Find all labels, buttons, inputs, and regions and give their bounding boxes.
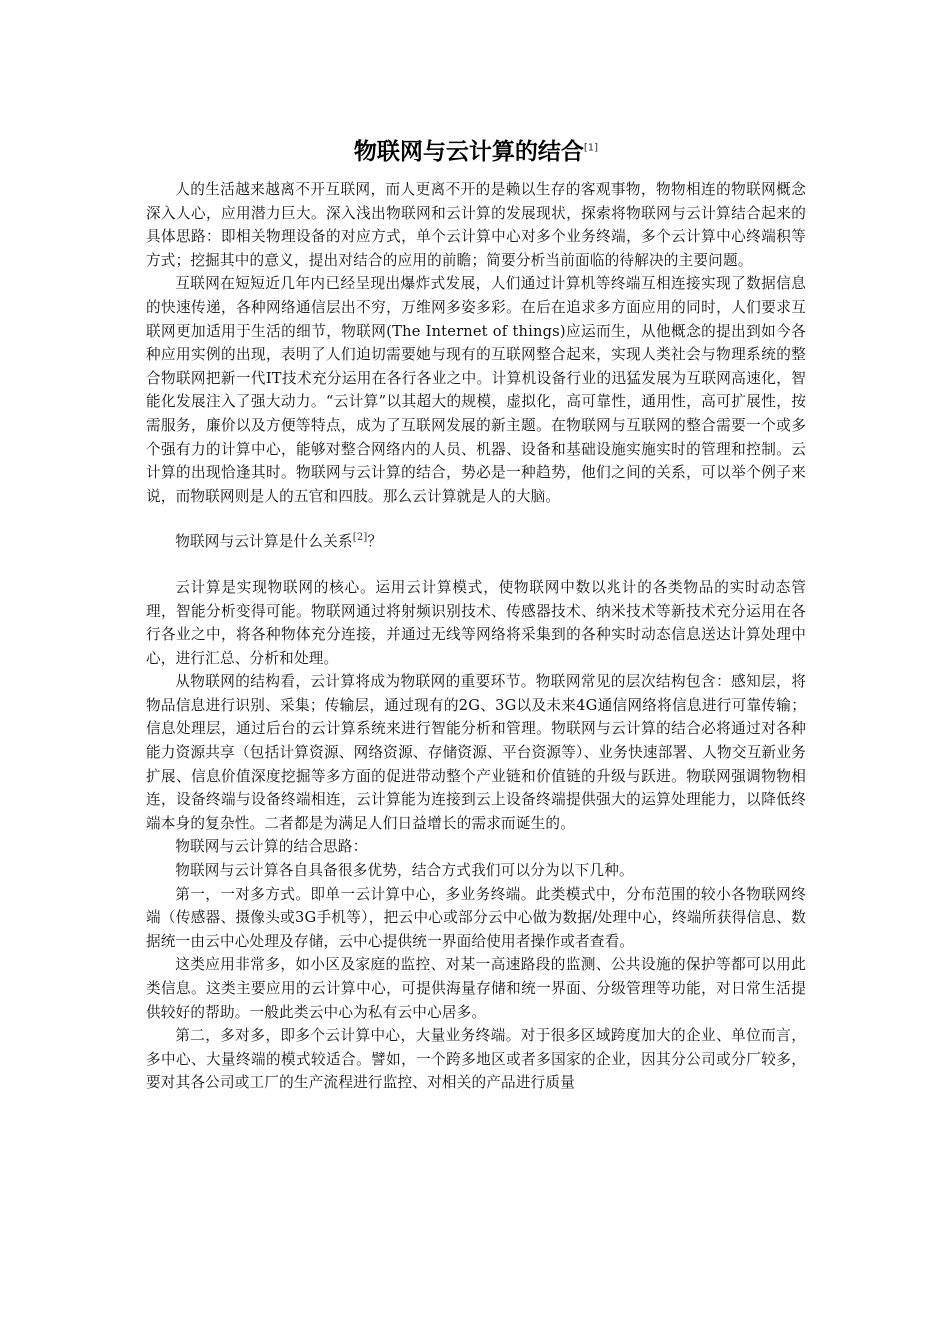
abstract-paragraph: 人的生活越来越离不开互联网，而人更离不开的是赖以生存的客观事物，物物相连的物联网概念深入人心，应用潜力巨大。深入浅出物联网和云计算的发展现状，探索将物联网与云计算结合起来的具体思路：即相关物理设备的对应方式，单个云计算中心对多个业务终端，多个云计算中心终端积等方式；挖掘其中的意义，提出对结合的应用的前瞻；简要分析当前面临的待解决的主要问题。 (146, 181, 806, 269)
body-paragraph: 从物联网的结构看，云计算将成为物联网的重要环节。物联网常见的层次结构包含：感知层，将物品信息进行识别、采集；传输层，通过现有的2G、3G以及未来4G通信网络将信息进行可靠传输；信息处理层，通过后台的云计算系统来进行智能分析和管理。物联网与云计算的结合必将通过对各种能力资源共享（包括计算资源、网络资源、存储资源、平台资源等）、业务快速部署、人物交互新业务扩展、信息价值深度挖掘等多方面的促进带动整个产业链和价值链的升级与跃进。物联网强调物物相连，设备终端与设备终端相连，云计算能为连接到云上设备终端提供强大的运算处理能力，以降低终端本身的复杂性。二者都是为满足人们日益增长的需求而诞生的。 (146, 673, 806, 832)
body-paragraph: 第一，一对多方式。即单一云计算中心，多业务终端。此类模式中，分布范围的较小各物联网终端（传感器、摄像头或3G手机等），把云中心或部分云中心做为数据/处理中心，终端所获得信息、数据统一由云中心处理及存储，云中心提供统一界面给使用者操作或者查看。 (146, 885, 806, 950)
intro-paragraph: 互联网在短短近几年内已经呈现出爆炸式发展，人们通过计算机等终端互相连接实现了数据信息的快速传递，各种网络通信层出不穷，万维网多姿多彩。在后在追求多方面应用的同时，人们要求互联网更加适用于生活的细节，物联网(The Internet of things)应运而生，从他概念的提出到如今各种应用实例的出现，表明了人们迫切需要她与现有的互联网整合起来，实现人类社会与物理系统的整合物联网把新一代IT技术充分运用在各行各业之中。计算机设备行业的迅猛发展为互联网高速化，智能化发展注入了强大动力。“云计算”以其超大的规模，虚拟化，高可靠性，通用性，高可扩展性，按需服务，廉价以及方便等特点，成为了互联网发展的新主题。在物联网与互联网的整合需要一个或多个强有力的计算中心，能够对整合网络内的人员、机器、设备和基础设施实施实时的管理和控制。云计算的出现恰逢其时。物联网与云计算的结合，势必是一种趋势，他们之间的关系，可以举个例子来说，而物联网则是人的五官和四肢。那么云计算就是人的大脑。 (146, 275, 806, 505)
section-question (146, 530, 806, 554)
section-question-reference: [2] (352, 532, 368, 544)
section-question-text: 物联网与云计算是什么关系 (175, 533, 353, 551)
document-title (146, 132, 806, 172)
body-paragraph: 物联网与云计算各自具备很多优势，结合方式我们可以分为以下几种。 (175, 862, 634, 880)
body-paragraph: 这类应用非常多，如小区及家庭的监控、对某一高速路段的监测、公共设施的保护等都可以用此类信息。这类主要应用的云计算中心，可提供海量存储和统一界面、分级管理等功能，对日常生活提供较好的帮助。一般此类云中心为私有云中心居多。 (146, 956, 806, 1021)
body-paragraph: 云计算是实现物联网的核心。运用云计算模式，使物联网中数以兆计的各类物品的实时动态管理，智能分析变得可能。物联网通过将射频识别技术、传感器技术、纳米技术等新技术充分运用在各行各业之中，将各种物体充分连接，并通过无线等网络将采集到的各种实时动态信息送达计算处理中心，进行汇总、分析和处理。 (146, 578, 806, 667)
document-page (146, 132, 806, 1095)
body-paragraph: 第二，多对多，即多个云计算中心，大量业务终端。对于很多区域跨度加大的企业、单位而言，多中心、大量终端的模式较适合。譬如，一个跨多地区或者多国家的企业，因其分公司或分厂较多，要对其各公司或工厂的生产流程进行监控、对相关的产品进行质量 (146, 1027, 806, 1092)
section-heading: 物联网与云计算的结合思路： (175, 838, 368, 856)
title-text: 物联网与云计算的结合 (353, 139, 584, 165)
section-question-suffix: ？ (367, 533, 383, 551)
title-reference: [1] (583, 142, 599, 154)
